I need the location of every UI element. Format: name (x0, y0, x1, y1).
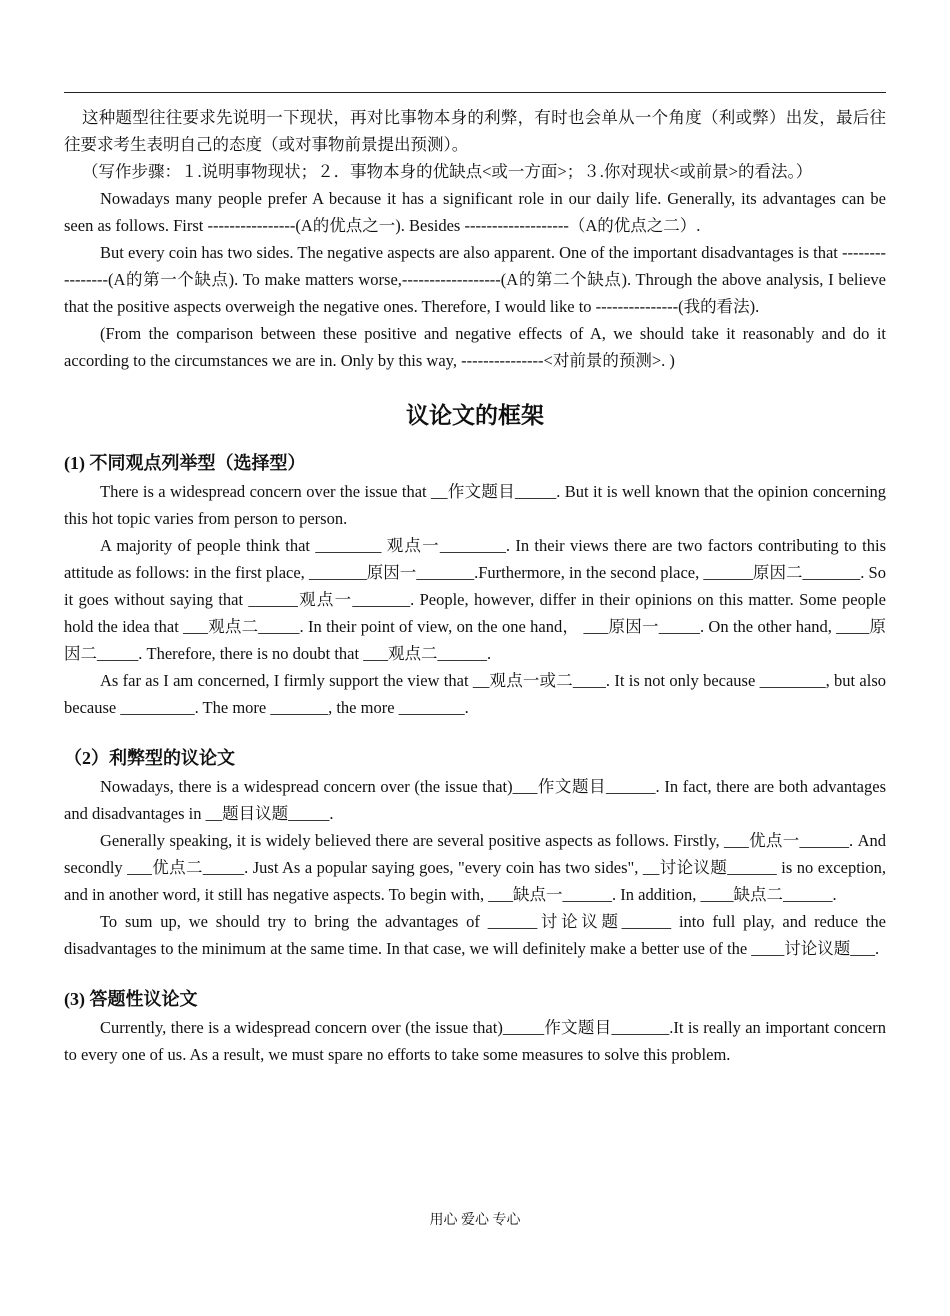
section-heading-2: （2）利弊型的议论文 (64, 748, 235, 768)
page-title: 议论文的框架 (406, 403, 544, 429)
page-footer: 用心 爱心 专心 (429, 1213, 521, 1228)
section-heading-1: (1) 不同观点列举型（选择型） (64, 453, 306, 473)
document-body (64, 104, 886, 1068)
spacer (64, 962, 886, 984)
section-2-paragraph: Generally speaking, it is widely believed there are several positive aspects as follows. Firstly, ___优点一______. And secondly ___优点二_____. Just As a popular saying goes, "every coin has two sides", __讨论议题______ is no exception, and in another word, it still has negative aspects. To begin with, ___缺点一______. In addition, ____缺点二______. (64, 831, 886, 904)
section-2-paragraph: Nowadays, there is a widespread concern over (the issue that)___作文题目______. In fact, there are both advantages and disadvantages in __题目议题_____. (64, 777, 886, 823)
template-paragraph-1: Nowadays many people prefer A because it has a significant role in our daily life. Generally, its advantages can be seen as follows. First ----------------(A的优点之一). Besides -------------------（A的优点之二）. (64, 189, 886, 235)
section-1-paragraph: A majority of people think that ________ 观点一________. In their views there are two factors contributing to this attitude as follows: in the first place, _______原因一_______.Furthermore, in the second place, ______原因二_______. So it goes without saying that ______观点一_______. People, however, differ in their opinions on this matter. Some people hold the idea that ___观点二_____. In their point of view, on the one hand， ___原因一_____. On the other hand, ____原因二_____. Therefore, there is no doubt that ___观点二______. (64, 536, 886, 663)
spacer (64, 721, 886, 743)
template-paragraph-3: (From the comparison between these positive and negative effects of A, we should take it reasonably and do it according to the circumstances we are in. Only by this way, ---------------<对前景的预测>. ) (64, 324, 886, 370)
section-3-paragraph: Currently, there is a widespread concern over (the issue that)_____作文题目_______.It is really an important concern to every one of us. As a result, we must spare no efforts to take some measures to solve this problem. (64, 1018, 886, 1064)
template-paragraph-2: But every coin has two sides. The negative aspects are also apparent. One of the important disadvantages is that ----------------(A的第一个缺点). To make matters worse,------------------(A的第二个缺点). Through the above analysis, I believe that the positive aspects overweigh the negative ones. Therefore, I would like to ---------------(我的看法). (64, 243, 886, 316)
section-1-paragraph: As far as I am concerned, I firmly support the view that __观点一或二____. It is not only because ________, but also because _________. The more _______, the more ________. (64, 671, 886, 717)
header-rule (64, 92, 886, 93)
intro-paragraph: 这种题型往往要求先说明一下现状，再对比事物本身的利弊，有时也会单从一个角度（利或弊）出发，最后往往要求考生表明自己的态度（或对事物前景提出预测）。 (64, 108, 886, 154)
section-heading-3: (3) 答题性议论文 (64, 989, 198, 1009)
section-1-paragraph: There is a widespread concern over the issue that __作文题目_____. But it is well known that the opinion concerning this hot topic varies from person to person. (64, 482, 886, 528)
section-2-paragraph: To sum up, we should try to bring the advantages of ______讨论议题______ into full play, and reduce the disadvantages to the minimum at the same time. In that case, we will definitely make a better use of the ____讨论议题___. (64, 912, 886, 958)
writing-steps: （写作步骤：１.说明事物现状；２．事物本身的优缺点<或一方面>；３.你对现状<或前景>的看法。） (82, 162, 813, 181)
